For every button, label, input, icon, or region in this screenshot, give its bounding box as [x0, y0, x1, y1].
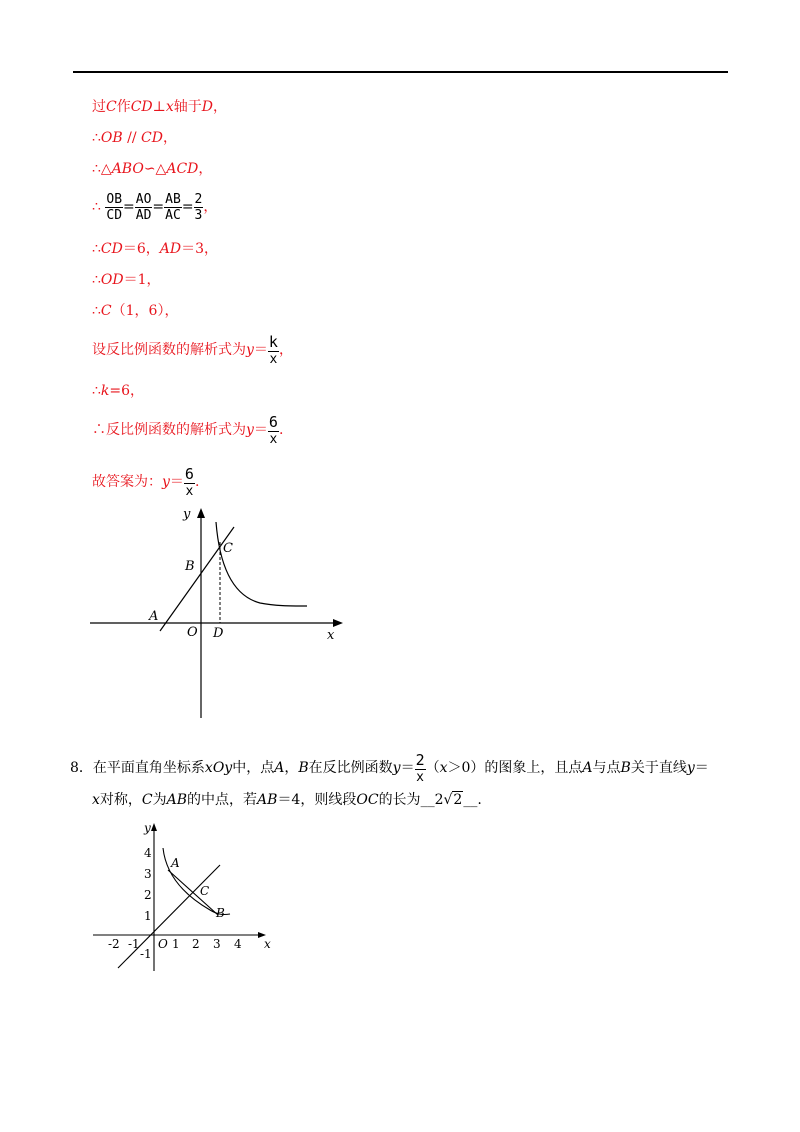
label-y: y	[144, 821, 151, 835]
tick-y-neg1: -1	[140, 947, 152, 961]
fraction-6-over-x: $\frac{6}{x}$	[268, 413, 278, 447]
solution-line-5: ∴CD＝6，AD＝3，	[92, 241, 219, 257]
tick-x-neg1: -1	[128, 937, 140, 951]
fraction-ao-ad: $\frac{AO}{AD}$	[135, 191, 152, 223]
tick-y-1: 1	[144, 909, 152, 923]
graph-2	[88, 815, 288, 975]
header-rule	[73, 71, 728, 73]
tick-x-3: 3	[213, 937, 221, 951]
hyperbola-curve	[216, 522, 307, 606]
solution-line-3: ∴△ABO∽△ACD，	[92, 161, 213, 177]
solution-line-1: 过C作CD⊥x轴于D，	[92, 99, 227, 115]
label-b: B	[216, 906, 225, 920]
solution-line-11-answer: 故答案为：y＝ $\frac{6}{x}$ .	[92, 465, 200, 499]
label-y: y	[183, 507, 191, 522]
label-c: C	[200, 884, 210, 898]
tick-y-2: 2	[144, 888, 152, 902]
solution-line-2: ∴OB // CD，	[92, 130, 177, 146]
label-o: O	[158, 937, 168, 951]
x-axis-arrow	[333, 619, 343, 627]
label-c: C	[223, 541, 233, 556]
label-a: A	[171, 856, 180, 870]
sqrt-symbol: √2	[443, 792, 463, 808]
fraction-2-over-x: $\frac{2}{x}$	[415, 751, 425, 785]
label-x: x	[327, 628, 335, 643]
solution-line-10: ∴反比例函数的解析式为y＝ $\frac{6}{x}$ .	[92, 413, 284, 447]
tick-x-4: 4	[234, 937, 242, 951]
segment-ab	[168, 870, 218, 915]
label-d: D	[213, 626, 224, 641]
solution-line-6: ∴OD＝1，	[92, 272, 161, 288]
label-o: O	[187, 625, 198, 640]
question-8-line-2: x对称，C为AB的中点，若AB＝4，则线段OC的长为__2√2__.	[92, 792, 482, 808]
fraction-6-over-x-answer: $\frac{6}{x}$	[184, 465, 194, 499]
fraction-ab-ac: $\frac{AB}{AC}$	[165, 191, 181, 223]
tick-x-2: 2	[192, 937, 200, 951]
answer-2-sqrt-2: 2√2	[434, 792, 463, 808]
tick-x-1: 1	[172, 937, 180, 951]
solution-line-7: ∴C（1，6），	[92, 303, 179, 319]
y-axis-arrow	[151, 823, 157, 831]
tick-x-neg2: -2	[108, 937, 120, 951]
fraction-ob-cd: $\frac{OB}{CD}$	[106, 191, 123, 223]
graph-1	[85, 500, 355, 725]
tick-y-3: 3	[144, 867, 152, 881]
label-x: x	[264, 937, 271, 951]
label-b: B	[185, 559, 195, 574]
tick-y-4: 4	[144, 846, 152, 860]
solution-line-4-ratios: ∴ $\frac{OB}{CD}$ = $\frac{AO}{AD}$ = $\frac{AB}{AC}$ = $\frac{2}{3}$ ，	[92, 191, 218, 223]
question-8-line-1: 8．在平面直角坐标系xOy中，点A，B在反比例函数y＝ $\frac{2}{x}$ （x＞0）的图象上，且点A与点B关于直线y＝	[70, 751, 709, 785]
line-y-equals-x	[118, 865, 220, 968]
y-axis-arrow	[197, 508, 205, 518]
label-a: A	[149, 609, 159, 624]
fraction-two-thirds: $\frac{2}{3}$	[194, 191, 203, 223]
fraction-k-over-x: $\frac{k}{x}$	[268, 333, 278, 367]
solution-line-9: ∴k=6，	[92, 383, 145, 399]
solution-line-8: 设反比例函数的解析式为y＝ $\frac{k}{x}$ ，	[92, 333, 293, 367]
